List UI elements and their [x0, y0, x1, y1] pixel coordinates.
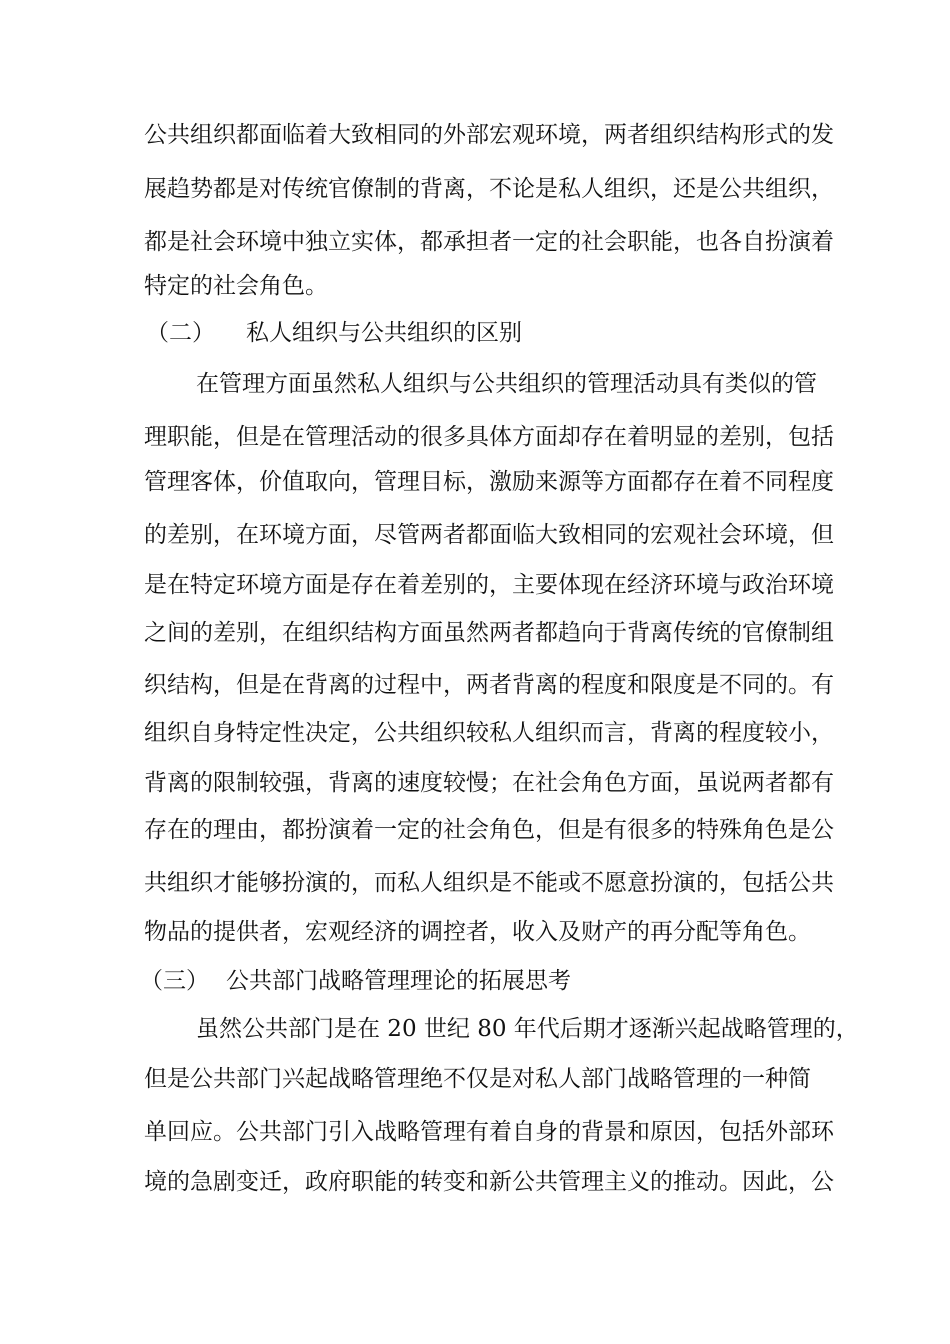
paragraph-line: 组织自身特定性决定，公共组织较私人组织而言，背离的程度较小，: [144, 720, 834, 746]
paragraph-line: 境的急剧变迁，政府职能的转变和新公共管理主义的推动。因此，公: [144, 1169, 834, 1195]
section-title: 公共部门战略管理理论的拓展思考: [226, 968, 571, 994]
paragraph-line: 都是社会环境中独立实体，都承担者一定的社会职能，也各自扮演着: [144, 229, 834, 255]
paragraph-line: 特定的社会角色。: [144, 273, 328, 299]
paragraph-line: 在管理方面虽然私人组织与公共组织的管理活动具有类似的管: [196, 371, 817, 397]
section-number: （三）: [140, 968, 209, 994]
section-number: （二）: [146, 320, 215, 346]
paragraph-line: 之间的差别，在组织结构方面虽然两者都趋向于背离传统的官僚制组: [144, 620, 834, 646]
paragraph-line: 存在的理由，都扮演着一定的社会角色，但是有很多的特殊角色是公: [144, 817, 834, 843]
paragraph-line: 的差别，在环境方面，尽管两者都面临大致相同的宏观社会环境，但: [144, 522, 834, 548]
paragraph-line: 理职能，但是在管理活动的很多具体方面却存在着明显的差别，包括: [144, 424, 834, 450]
paragraph-line: 但是公共部门兴起战略管理绝不仅是对私人部门战略管理的一种简: [144, 1066, 811, 1092]
section-title: 私人组织与公共组织的区别: [246, 320, 522, 346]
paragraph-line: 物品的提供者，宏观经济的调控者，收入及财产的再分配等角色。: [144, 919, 811, 945]
paragraph-line: 是在特定环境方面是存在着差别的，主要体现在经济环境与政治环境: [144, 572, 834, 598]
paragraph-line: 管理客体，价值取向，管理目标，激励来源等方面都存在着不同程度: [144, 469, 834, 495]
paragraph-line: 织结构，但是在背离的过程中，两者背离的程度和限度是不同的。有: [144, 672, 834, 698]
paragraph-line: 共组织才能够扮演的，而私人组织是不能或不愿意扮演的，包括公共: [144, 870, 834, 896]
paragraph-line: 虽然公共部门是在 20 世纪 80 年代后期才逐渐兴起战略管理的，: [196, 1016, 859, 1042]
paragraph-line: 公共组织都面临着大致相同的外部宏观环境，两者组织结构形式的发: [144, 122, 834, 148]
paragraph-line: 展趋势都是对传统官僚制的背离，不论是私人组织，还是公共组织，: [144, 176, 834, 202]
paragraph-line: 单回应。公共部门引入战略管理有着自身的背景和原因，包括外部环: [144, 1119, 834, 1145]
paragraph-line: 背离的限制较强，背离的速度较慢；在社会角色方面，虽说两者都有: [144, 770, 834, 796]
